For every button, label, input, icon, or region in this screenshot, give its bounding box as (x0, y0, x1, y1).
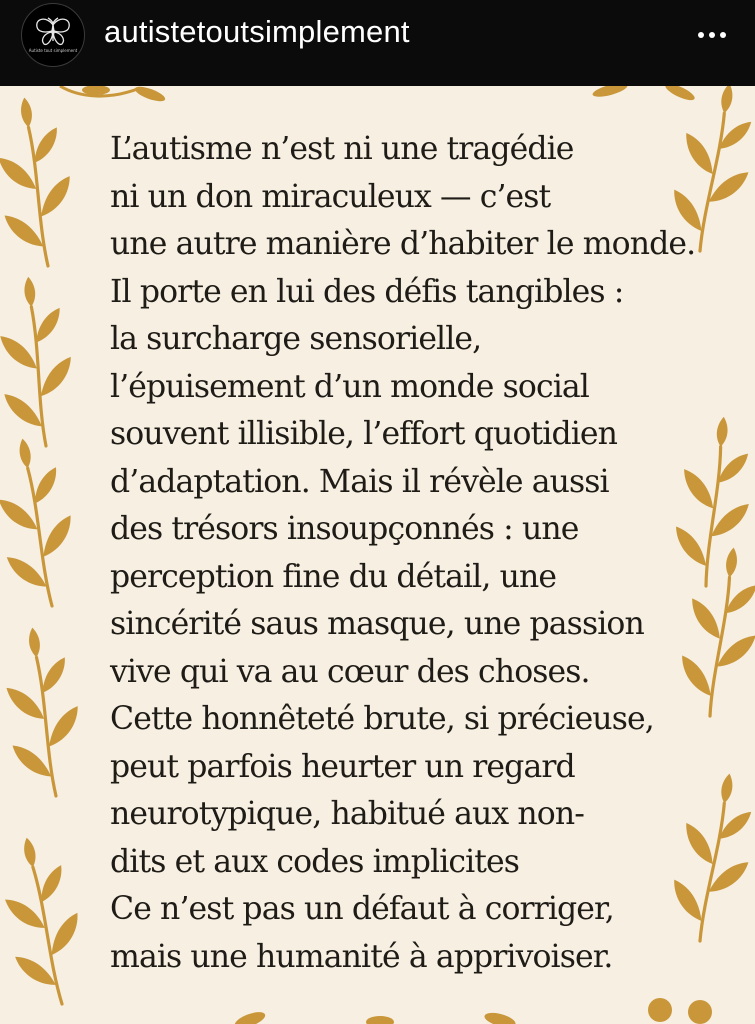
quote-line: L’autisme n’est ni une tragédie (110, 131, 574, 167)
quote-line: Ce n’est pas un défaut à corriger, (110, 891, 614, 927)
quote-line: Cette honnêteté brute, si précieuse, (110, 701, 654, 737)
more-options-button[interactable] (690, 20, 734, 50)
more-options-icon-dot (720, 32, 726, 38)
quote-line: mais une humanité à apprivoiser. (110, 938, 613, 975)
avatar-caption: Autiste tout simplement (28, 48, 78, 53)
quote-line: vive qui va au cœur des choses. (110, 653, 590, 690)
quote-line: d’adaptation. Mais il révèle aussi (110, 463, 609, 500)
quote-line: la surcharge sensorielle, (110, 321, 482, 357)
quote-line: l’épuisement d’un monde social (110, 368, 589, 405)
quote-line: peut parfois heurter un regard (110, 748, 575, 785)
username-link[interactable]: autistetoutsimplement (104, 14, 410, 49)
profile-avatar[interactable] (21, 3, 85, 67)
quote-line: sincérité saus masque, une passion (110, 606, 644, 642)
quote-line: ni un don miraculeux — c’est (110, 178, 551, 215)
quote-text (110, 126, 750, 981)
more-options-icon (698, 32, 704, 38)
quote-line: souvent illisible, l’effort quotidien (110, 416, 618, 452)
more-options-icon-dot (709, 32, 715, 38)
quote-line: des trésors insoupçonnés : une (110, 511, 579, 547)
quote-line: Il porte en lui des défis tangibles : (110, 273, 624, 310)
quote-line: neurotypique, habitué aux non- (110, 796, 584, 832)
post-header (0, 0, 755, 86)
post-image[interactable] (0, 86, 755, 1024)
butterfly-icon (33, 17, 73, 47)
quote-line: perception fine du détail, une (110, 558, 557, 595)
quote-line: une autre manière d’habiter le monde. (110, 226, 696, 262)
quote-line: dits et aux codes implicites (110, 843, 520, 880)
